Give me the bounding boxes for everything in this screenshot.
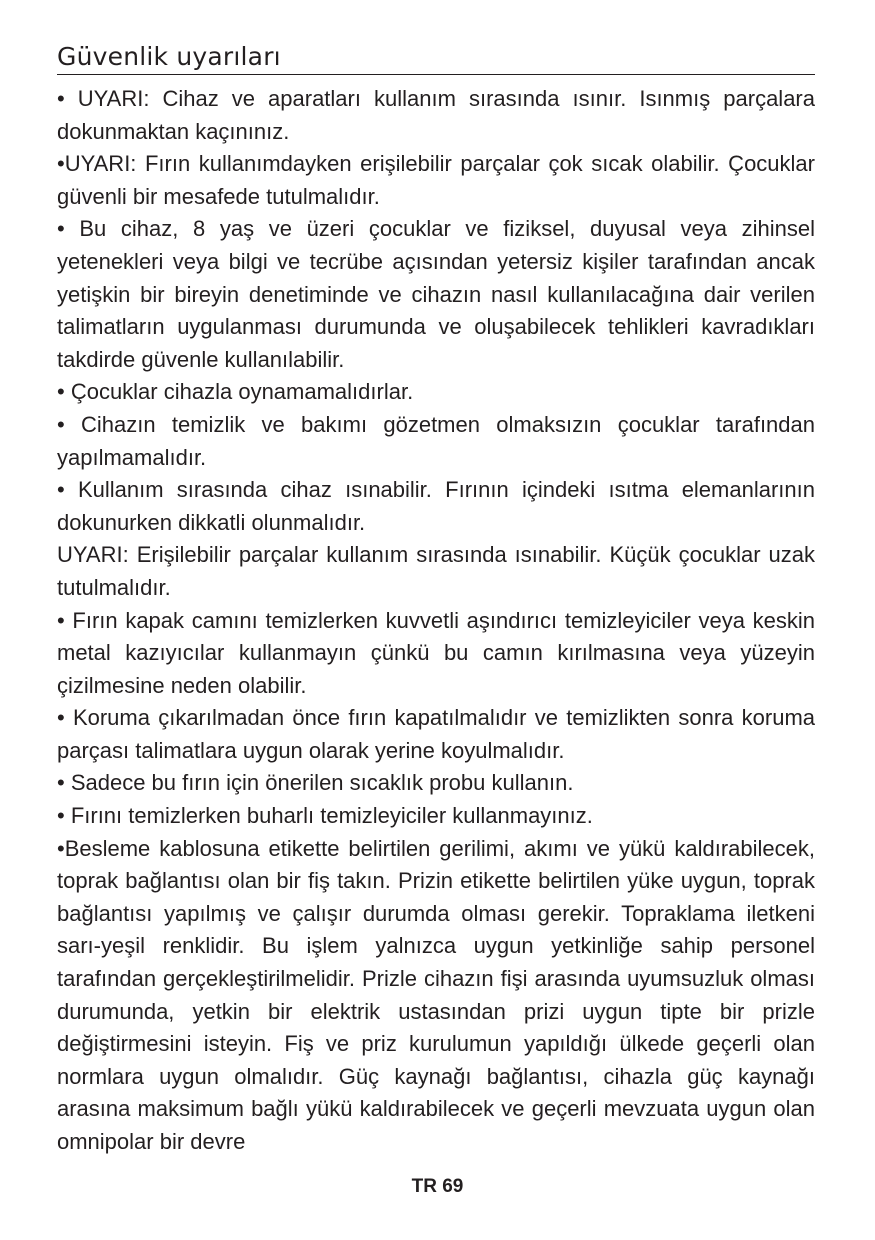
warning-paragraph: • UYARI: Cihaz ve aparatları kullanım sırasında ısınır. Isınmış parçalara dokunmaktan kaçınınız. <box>57 86 815 144</box>
warning-paragraph: •UYARI: Fırın kullanımdayken erişilebilir parçalar çok sıcak olabilir. Çocuklar güvenli bir mesafede tutulmalıdır. <box>57 151 815 209</box>
warning-paragraph: • Koruma çıkarılmadan önce fırın kapatılmalıdır ve temizlikten sonra koruma parçası talimatlara uygun olarak yerine koyulmalıdır. <box>57 705 815 763</box>
warning-paragraph: • Fırını temizlerken buharlı temizleyiciler kullanmayınız. <box>57 803 593 829</box>
warning-paragraph: •Besleme kablosuna etikette belirtilen gerilimi, akımı ve yükü kaldırabilecek, toprak bağlantısı olan bir fiş takın. Prizin etikette belirtilen yüke uygun, toprak bağlantısı yapılmış ve çalışır durumda olması gerekir. Topraklama iletkeni sarı-yeşil renklidir. Bu işlem yalnızca uygun yetkinliğe sahip personel tarafından gerçekleştirilmelidir. Prizle cihazın fişi arasında uyumsuzluk olması durumunda, yetkin bir elektrik ustasından prizi uygun tipte bir prizle değiştirmesini isteyin. Fiş ve priz kurulumun yapıldığı ülkede geçerli olan normlara uygun olmalıdır. Güç kaynağı bağlantısı, cihazla güç kaynağı arasına maksimum bağlı yükü kaldırabilecek ve geçerli mevzuata uygun olan omnipolar bir devre <box>57 835 815 1154</box>
warning-paragraph: • Cihazın temizlik ve bakımı gözetmen olmaksızın çocuklar tarafından yapılmamalıdır. <box>57 411 815 470</box>
page-number: TR 69 <box>411 1176 464 1197</box>
warning-paragraph: UYARI: Erişilebilir parçalar kullanım sırasında ısınabilir. Küçük çocuklar uzak tutulmalıdır. <box>57 542 815 600</box>
section-title: Güvenlik uyarıları <box>57 40 815 75</box>
warning-paragraph: • Sadece bu fırın için önerilen sıcaklık probu kullanın. <box>57 770 574 796</box>
document-page <box>57 40 815 1159</box>
warning-paragraph: • Bu cihaz, 8 yaş ve üzeri çocuklar ve fiziksel, duyusal veya zihinsel yetenekleri veya bilgi ve tecrübe açısından yetersiz kişiler tarafından ancak yetişkin bir bireyin denetiminde ve cihazın nasıl kullanılacağına dair verilen talimatların uygulanması durumunda ve oluşabilecek tehlikleri kavradıkları takdirde güvenle kullanılabilir. <box>57 216 815 372</box>
warning-paragraph: • Çocuklar cihazla oynamamalıdırlar. <box>57 379 414 405</box>
safety-warnings-body <box>57 83 815 1159</box>
warning-paragraph: • Kullanım sırasında cihaz ısınabilir. Fırının içindeki ısıtma elemanlarının dokunurken dikkatli olunmalıdır. <box>57 477 815 535</box>
warning-paragraph: • Fırın kapak camını temizlerken kuvvetli aşındırıcı temizleyiciler veya keskin metal kazıyıcılar kullanmayın çünkü bu camın kırılmasına veya yüzeyin çizilmesine neden olabilir. <box>57 607 815 698</box>
